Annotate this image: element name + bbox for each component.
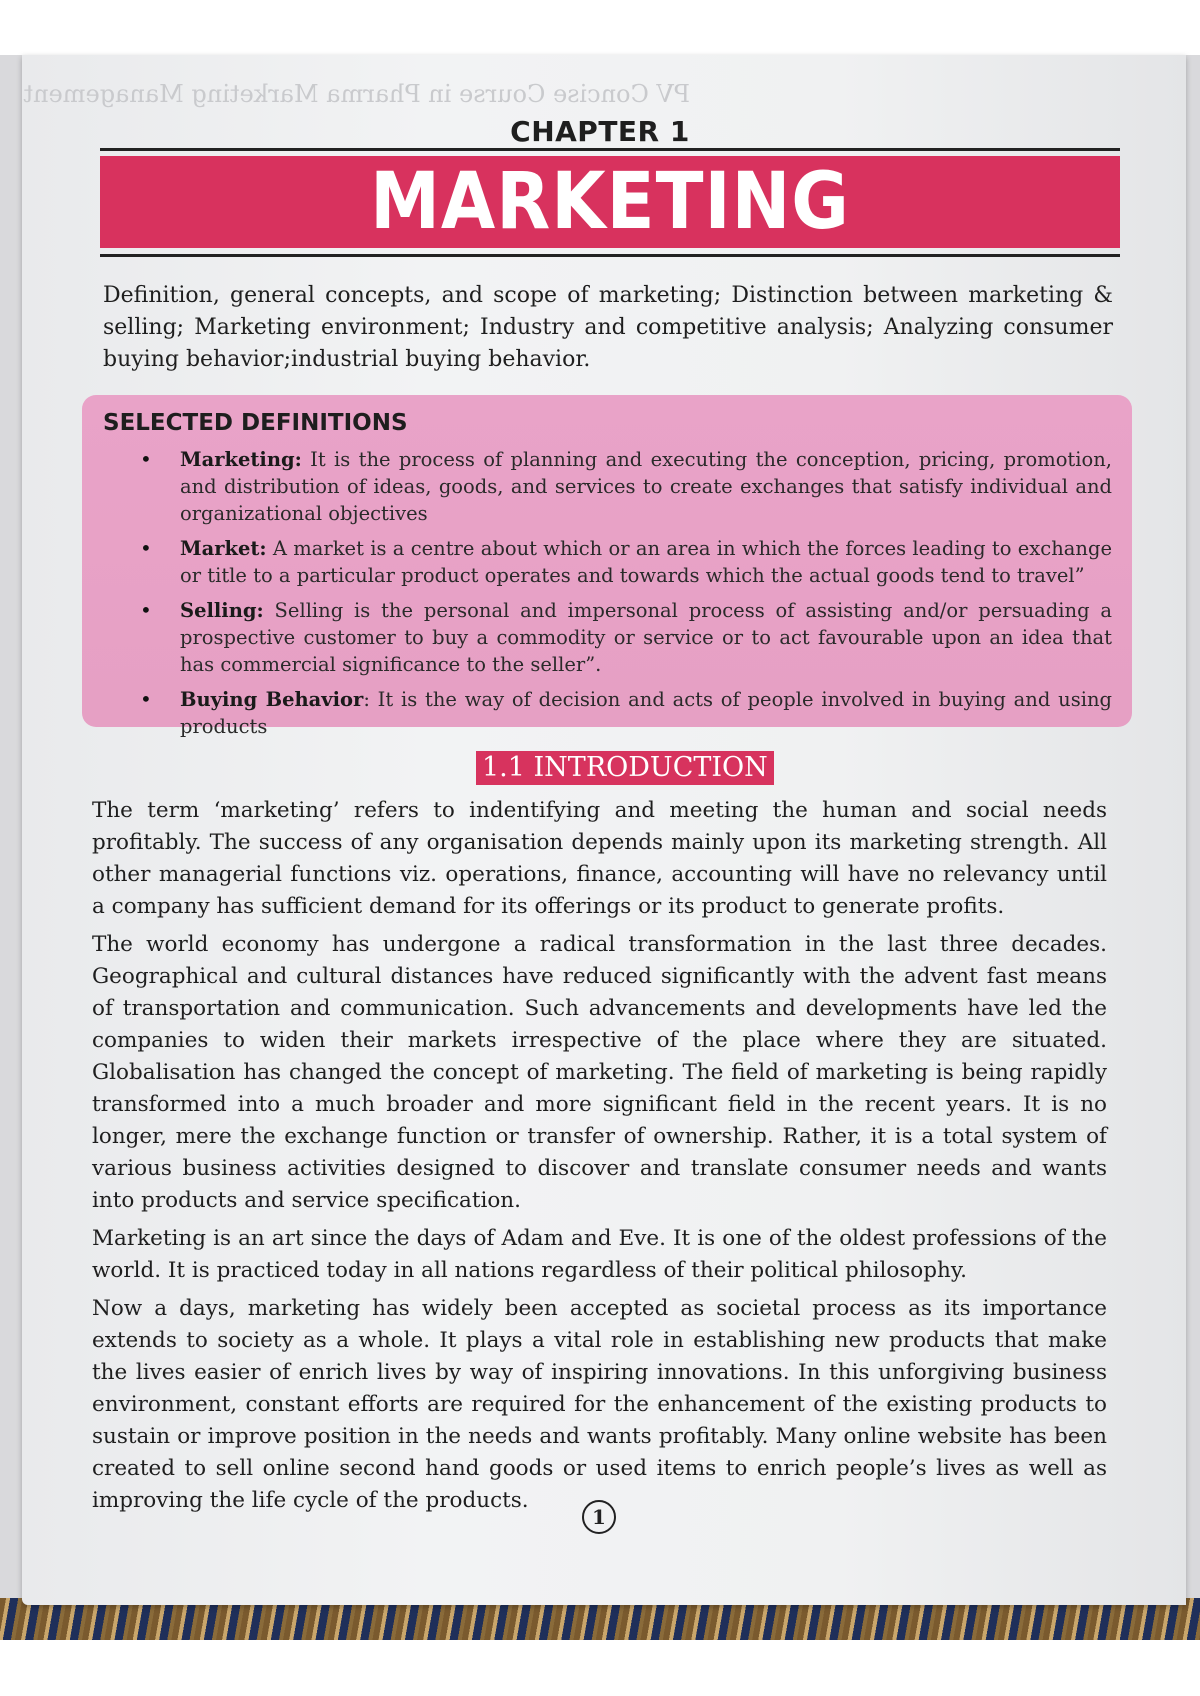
definition-item-market — [140, 535, 1112, 589]
definition-text: : It is the way of decision and acts of people involved in buying and using products — [180, 688, 1112, 738]
definitions-list — [140, 446, 1112, 748]
definition-text: It is the process of planning and executing the conception, pricing, promotion, and distribution of ideas, goods, and services to create exchanges that satisfy individual and organizational objectives — [180, 448, 1112, 525]
definition-item-buying-behavior — [140, 686, 1112, 740]
definition-item-marketing — [140, 446, 1112, 527]
body-paragraph: Marketing is an art since the days of Adam and Eve. It is one of the oldest professions of the world. It is practiced today in all nations regardless of their political philosophy. — [92, 1226, 1107, 1283]
body-paragraph: Now a days, marketing has widely been accepted as societal process as its importance extends to society as a whole. It plays a vital role in establishing new products that make the lives easier of enrich lives by way of inspiring innovations. In this unforgiving business environment, constant efforts are required for the enhancement of the existing products to sustain or improve position in the needs and wants profitably. Many online website has been created to sell online second hand goods or used items to enrich people’s lives as well as improving the life cycle of the products. — [92, 1296, 1107, 1513]
show-through-running-header: PV Concise Course in Pharma Marketing Management — [23, 80, 690, 108]
definition-term: Market: — [180, 537, 267, 560]
chapter-syllabus: Definition, general concepts, and scope of marketing; Distinction between marketing & selling; Marketing environment; Industry and competitive analysis; Analyzing consumer buying behavior;industrial buying behavior. — [103, 283, 1113, 372]
definitions-heading: SELECTED DEFINITIONS — [103, 410, 408, 436]
bullet-icon: • — [140, 536, 152, 560]
title-rule-top — [100, 148, 1120, 151]
body-paragraph: The term ‘marketing’ refers to indentifying and meeting the human and social needs profitably. The success of any organisation depends mainly upon its marketing strength. All other managerial functions viz. operations, finance, accounting will have no relevancy until a company has sufficient demand for its offerings or its product to generate profits. — [92, 798, 1107, 919]
chapter-title: MARKETING — [100, 156, 1120, 248]
definition-text: Selling is the personal and impersonal process of assisting and/or persuading a prospective customer to buy a commodity or service or to act favourable upon an idea that has commercial significance to the seller”. — [180, 599, 1112, 676]
bullet-icon: • — [140, 598, 152, 622]
definition-term: Selling: — [180, 599, 264, 622]
section-heading: 1.1 INTRODUCTION — [476, 751, 774, 785]
definition-term: Buying Behavior — [180, 688, 364, 711]
bullet-icon: • — [140, 687, 152, 711]
body-paragraph: The world economy has undergone a radical transformation in the last three decades. Geographical and cultural distances have reduced significantly with the advent fast means of transportation and communication. Such advancements and developments have led the companies to widen their markets irrespective of the place where they are situated. Globalisation has changed the concept of marketing. The field of marketing is being rapidly transformed into a much broader and more significant field in the recent years. It is no longer, mere the exchange function or transfer of ownership. Rather, it is a total system of various business activities designed to discover and translate consumer needs and wants into products and service specification. — [92, 932, 1107, 1213]
chapter-label: CHAPTER 1 — [510, 115, 690, 148]
title-rule-bottom — [100, 254, 1120, 257]
definition-term: Marketing: — [180, 448, 302, 471]
page-number: 1 — [582, 1500, 616, 1534]
section-body — [92, 795, 1107, 1523]
definition-text: A market is a centre about which or an area in which the forces leading to exchange or title to a particular product operates and towards which the actual goods tend to travel” — [180, 537, 1112, 587]
bullet-icon: • — [140, 447, 152, 471]
definition-item-selling — [140, 597, 1112, 678]
